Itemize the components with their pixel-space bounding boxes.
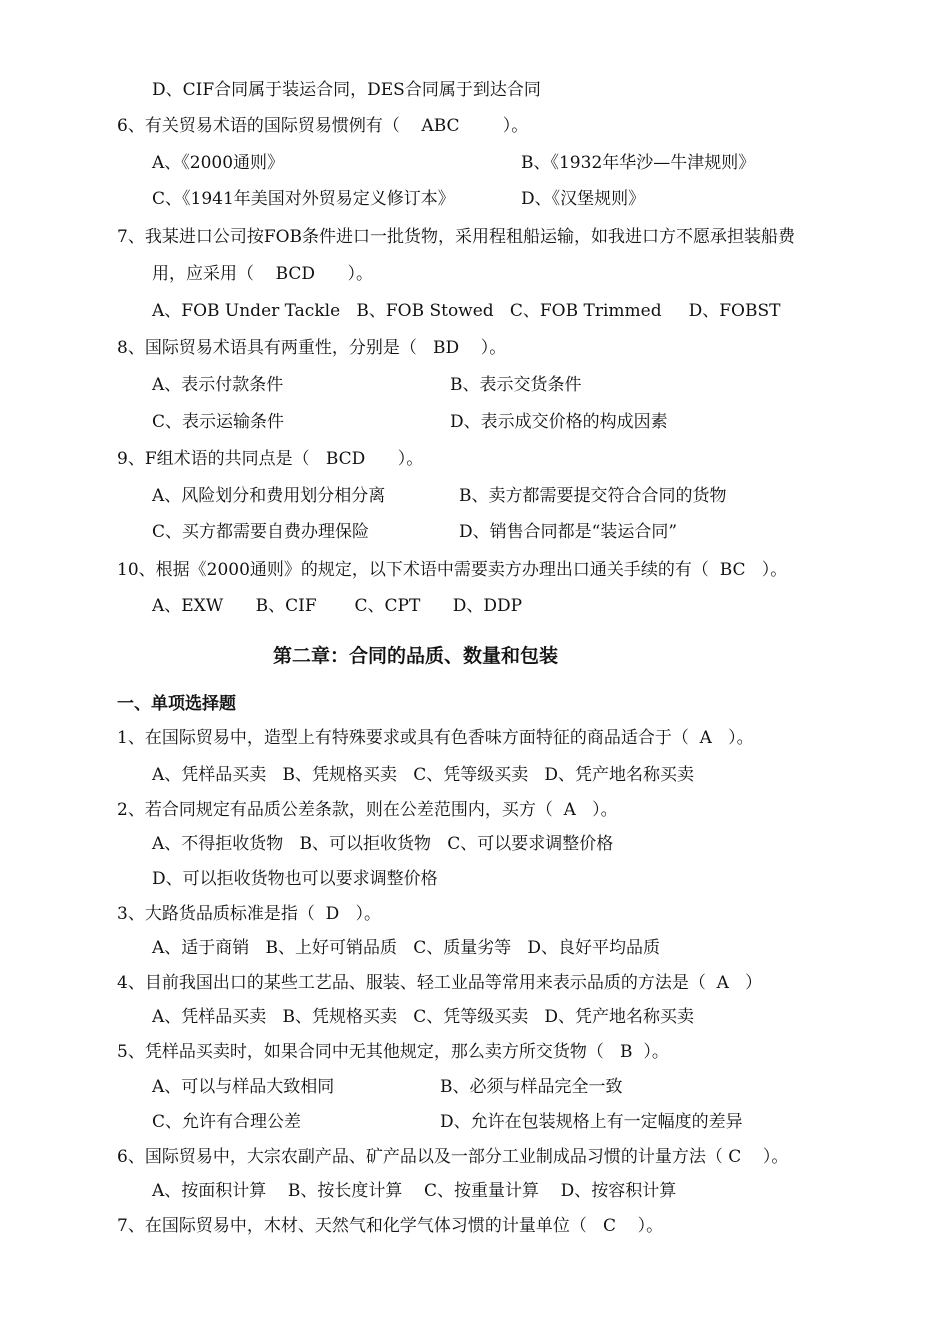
option-d: D、表示成交价格的构成因素 (450, 412, 668, 432)
option-d: D、《汉堡规则》 (521, 189, 646, 209)
options-row: A、凭样品买卖 B、凭规格买卖 C、凭等级买卖 D、凭产地名称买卖 (152, 1007, 695, 1027)
question-6: 6、有关贸易术语的国际贸易惯例有（ ABC ）。 (117, 116, 529, 136)
question-10: 10、根据《2000通则》的规定，以下术语中需要卖方办理出口通关手续的有（ BC ）。 (117, 560, 788, 580)
options-row: A、按面积计算 B、按长度计算 C、按重量计算 D、按容积计算 (152, 1181, 677, 1201)
question-7: 7、我某进口公司按FOB条件进口一批货物，采用程租船运输，如我进口方不愿承担装船费 (117, 227, 796, 247)
question-5: 5、凭样品买卖时，如果合同中无其他规定，那么卖方所交货物（ B ）。 (117, 1042, 669, 1062)
question-1: 1、在国际贸易中，造型上有特殊要求或具有色香味方面特征的商品适合于（ A ）。 (117, 728, 754, 748)
option-c: C、买方都需要自费办理保险 (152, 522, 370, 542)
options-row: A、不得拒收货物 B、可以拒收货物 C、可以要求调整价格 (152, 834, 614, 854)
option-d: D、可以拒收货物也可以要求调整价格 (152, 869, 438, 889)
option-c: C、表示运输条件 (152, 412, 285, 432)
option-c: C、《1941年美国对外贸易定义修订本》 (152, 189, 455, 209)
question-6: 6、国际贸易中，大宗农副产品、矿产品以及一部分工业制成品习惯的计量方法（ C ）。 (117, 1147, 789, 1167)
option-d: D、允许在包装规格上有一定幅度的差异 (440, 1112, 743, 1132)
options-row: A、适于商销 B、上好可销品质 C、质量劣等 D、良好平均品质 (152, 938, 661, 958)
question-7-cont: 用，应采用（ BCD ）。 (152, 264, 373, 284)
section-heading: 一、单项选择题 (117, 694, 236, 714)
question-3: 3、大路货品质标准是指（ D ）。 (117, 904, 381, 924)
question-2: 2、若合同规定有品质公差条款，则在公差范围内，买方（ A ）。 (117, 800, 618, 820)
options-row: A、凭样品买卖 B、凭规格买卖 C、凭等级买卖 D、凭产地名称买卖 (152, 765, 695, 785)
option-d: D、销售合同都是“装运合同” (459, 522, 678, 542)
option-c: C、允许有合理公差 (152, 1112, 302, 1132)
option-b: B、必须与样品完全一致 (440, 1077, 623, 1097)
option-b: B、表示交货条件 (450, 375, 582, 395)
options-row: A、FOB Under Tackle B、FOB Stowed C、FOB Trimmed D、FOBST (152, 301, 781, 321)
option-a: A、风险划分和费用划分相分离 (152, 486, 386, 506)
question-9: 9、F组术语的共同点是（ BCD ）。 (117, 449, 424, 469)
question-4: 4、目前我国出口的某些工艺品、服装、轻工业品等常用来表示品质的方法是（ A ） (117, 973, 763, 993)
option-d: D、CIF合同属于装运合同，DES合同属于到达合同 (152, 80, 541, 100)
question-8: 8、国际贸易术语具有两重性，分别是（ BD ）。 (117, 338, 507, 358)
option-a: A、可以与样品大致相同 (152, 1077, 335, 1097)
option-a: A、《2000通则》 (152, 153, 285, 173)
question-7: 7、在国际贸易中，木材、天然气和化学气体习惯的计量单位（ C ）。 (117, 1216, 664, 1236)
option-b: B、《1932年华沙—牛津规则》 (521, 153, 756, 173)
options-row: A、EXW B、CIF C、CPT D、DDP (152, 596, 523, 616)
option-b: B、卖方都需要提交符合合同的货物 (459, 486, 727, 506)
option-a: A、表示付款条件 (152, 375, 284, 395)
chapter-title: 第二章：合同的品质、数量和包装 (273, 645, 559, 667)
